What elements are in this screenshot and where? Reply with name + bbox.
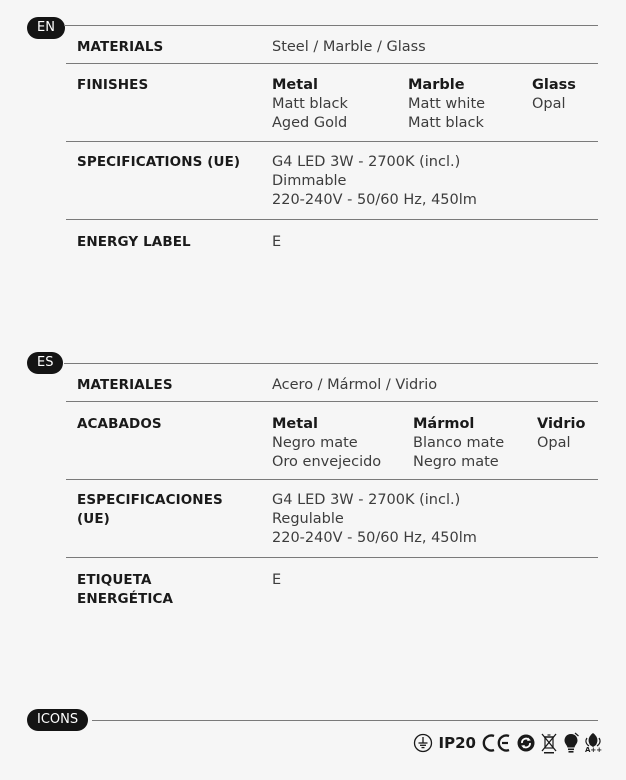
energy-class-icon bbox=[584, 732, 602, 754]
row-divider bbox=[66, 63, 598, 64]
ip-rating-label: IP20 bbox=[438, 734, 476, 752]
specifications-value bbox=[272, 153, 477, 210]
finish-item: Blanco mate bbox=[413, 435, 505, 451]
etiqueta-energetica-value: E bbox=[272, 572, 282, 588]
energy-label-label: ENERGY LABEL bbox=[77, 234, 191, 250]
finish-header: Mármol bbox=[413, 416, 475, 432]
finish-column-marmol-es bbox=[413, 415, 504, 472]
section-tag-es: ES bbox=[27, 352, 63, 374]
bulb-included-icon bbox=[562, 732, 580, 754]
finish-item: Opal bbox=[532, 96, 566, 112]
spec-line: G4 LED 3W - 2700K (incl.) bbox=[272, 492, 461, 508]
finish-item: Matt white bbox=[408, 96, 486, 112]
finish-header: Vidrio bbox=[537, 416, 586, 432]
spec-line: 220-240V - 50/60 Hz, 450lm bbox=[272, 530, 477, 546]
spec-line: Regulable bbox=[272, 511, 344, 527]
finish-item: Negro mate bbox=[272, 435, 358, 451]
etiqueta-energetica-label bbox=[77, 571, 173, 609]
section-divider-es bbox=[64, 363, 598, 364]
row-divider bbox=[66, 219, 598, 220]
section-divider-en bbox=[64, 25, 598, 26]
label-line: (UE) bbox=[77, 511, 110, 527]
weee-bin-icon bbox=[540, 732, 558, 754]
finish-item: Oro envejecido bbox=[272, 454, 382, 470]
ce-mark-icon bbox=[482, 733, 512, 753]
finish-column-metal bbox=[272, 76, 348, 133]
earth-ground-icon bbox=[413, 733, 433, 753]
finish-column-metal-es bbox=[272, 415, 381, 472]
finish-item: Matt black bbox=[272, 96, 348, 112]
finish-header: Marble bbox=[408, 77, 465, 93]
finish-item: Matt black bbox=[408, 115, 484, 131]
finish-column-vidrio-es bbox=[537, 415, 585, 453]
row-divider bbox=[66, 557, 598, 558]
finish-header: Metal bbox=[272, 77, 318, 93]
materiales-value: Acero / Mármol / Vidrio bbox=[272, 377, 438, 393]
energy-label-value: E bbox=[272, 234, 282, 250]
row-divider bbox=[66, 401, 598, 402]
finish-column-marble bbox=[408, 76, 485, 133]
materials-value: Steel / Marble / Glass bbox=[272, 39, 426, 55]
row-divider bbox=[66, 141, 598, 142]
specifications-label: SPECIFICATIONS (UE) bbox=[77, 154, 241, 170]
finish-header: Glass bbox=[532, 77, 576, 93]
label-line: ESPECIFICACIONES bbox=[77, 492, 223, 508]
acabados-label: ACABADOS bbox=[77, 416, 162, 432]
energy-class-text: A++ bbox=[585, 746, 603, 754]
section-tag-icons: ICONS bbox=[27, 709, 88, 731]
finish-column-glass bbox=[532, 76, 576, 114]
finish-header: Metal bbox=[272, 416, 318, 432]
materials-label: MATERIALS bbox=[77, 39, 164, 55]
certification-icons bbox=[392, 732, 602, 754]
spec-line: 220-240V - 50/60 Hz, 450lm bbox=[272, 192, 477, 208]
spec-line: G4 LED 3W - 2700K (incl.) bbox=[272, 154, 461, 170]
finish-item: Negro mate bbox=[413, 454, 499, 470]
materiales-label: MATERIALES bbox=[77, 377, 173, 393]
label-line: ENERGÉTICA bbox=[77, 591, 174, 607]
spec-line: Dimmable bbox=[272, 173, 347, 189]
especificaciones-value bbox=[272, 491, 477, 548]
finishes-label: FINISHES bbox=[77, 77, 149, 93]
finish-item: Aged Gold bbox=[272, 115, 348, 131]
section-divider-icons bbox=[92, 720, 598, 721]
section-tag-en: EN bbox=[27, 17, 65, 39]
label-line: ETIQUETA bbox=[77, 572, 152, 588]
finish-item: Opal bbox=[537, 435, 571, 451]
row-divider bbox=[66, 479, 598, 480]
especificaciones-label bbox=[77, 491, 223, 529]
recycle-icon bbox=[516, 733, 536, 753]
